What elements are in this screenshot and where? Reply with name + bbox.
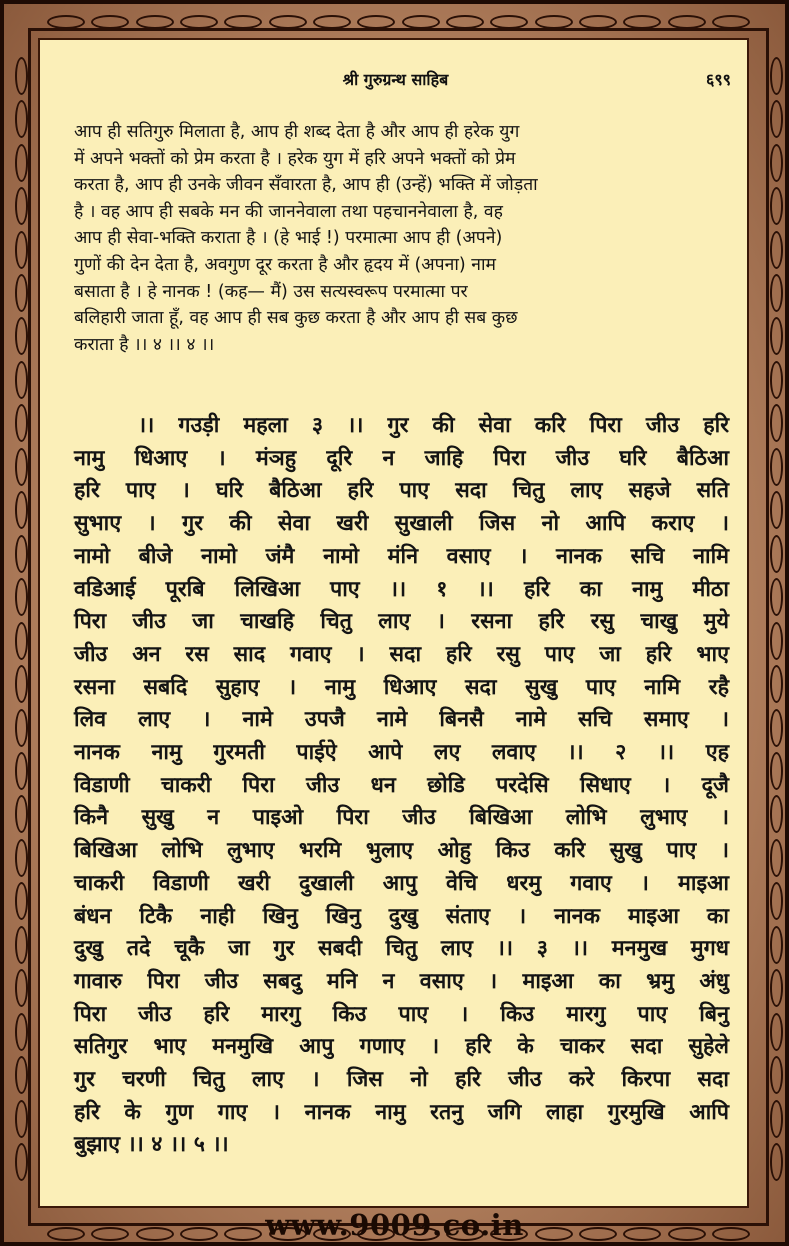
ornament-swirl [15,969,28,1007]
commentary-line: बसाता है । हे नानक ! (कह— मैं) उस सत्यस्वरूप परमात्मा पर [74,281,468,302]
ornament-swirl [770,57,783,95]
commentary-line: गुणों की देन देता है, अवगुण दूर करता है और हृदय में (अपना) नाम [74,254,496,275]
ornament-swirl [770,187,783,225]
scripture-line: वडिआई पूरबि लिखिआ पाए ।। १ ।। हरि का नामु मीठा [74,576,729,602]
ornament-swirl [668,15,706,29]
ornament-swirl [15,274,28,312]
scripture-line: किनै सुखु न पाइओ पिरा जीउ बिखिआ लोभि लुभाए । [74,805,729,831]
ornament-swirl [770,535,783,573]
right-ornament-border [767,54,785,1184]
ornament-swirl [712,15,750,29]
ornament-swirl [15,100,28,138]
commentary-line: आप ही सेवा-भक्ति कराता है । (हे भाई !) परमात्मा आप ही (अपने) [74,228,503,249]
ornament-swirl [770,882,783,920]
ornament-swirl [15,1056,28,1094]
scripture-line: विडाणी चाकरी पिरा जीउ धन छोडि परदेसि सिधाए । दूजै [74,772,729,798]
ornament-swirl [15,795,28,833]
ornament-swirl [15,361,28,399]
ornament-swirl [15,144,28,182]
ornament-swirl [770,1013,783,1051]
ornament-swirl [15,1013,28,1051]
scripture-line: ।। गउड़ी महला ३ ।। गुर की सेवा करि पिरा जीउ हरि [138,413,729,438]
scripture-line: चाकरी विडाणी खरी दुखाली आपु वेचि धरमु गवाए । माइआ [74,870,729,896]
scripture-line: जीउ अन रस साद गवाए । सदा हरि रसु पाए जा हरि भाए [74,641,729,667]
ornament-swirl [770,231,783,269]
page-title: श्री गुरुग्रन्थ साहिब [342,70,449,89]
scripture-line: नानक नामु गुरमती पाईऐ आपे लए लवाए ।। २ ।। एह [74,740,729,766]
ornament-swirl [770,144,783,182]
ornament-swirl [15,926,28,964]
ornament-swirl [136,15,174,29]
ornament-swirl [15,1100,28,1138]
ornament-swirl [579,15,617,29]
ornament-swirl [15,622,28,660]
ornament-swirl [446,15,484,29]
ornament-swirl [770,361,783,399]
ornament-swirl [770,100,783,138]
ornament-swirl [15,187,28,225]
ornament-swirl [15,578,28,616]
ornament-swirl [770,404,783,442]
scripture-line: दुखु तदे चूकै जा गुर सबदी चितु लाए ।। ३ ।। मनमुख मुगध [74,936,729,962]
page-header [40,68,751,92]
ornament-swirl [15,882,28,920]
commentary-line: है । वह आप ही सबके मन की जाननेवाला तथा पहचाननेवाला है, वह [74,201,503,222]
commentary-line: बलिहारी जाता हूँ, वह आप ही सब कुछ करता है और आप ही सब कुछ [74,308,518,329]
ornament-swirl [15,752,28,790]
scripture-line: बिखिआ लोभि लुभाए भरमि भुलाए ओहु किउ करि सुखु पाए । [74,838,729,864]
scripture-line: हरि पाए । घरि बैठिआ हरि पाए सदा चितु लाए सहजे सति [74,478,729,504]
commentary-line: कराता है ।। ४ ।। ४ ।। [74,334,215,355]
ornament-swirl [770,839,783,877]
ornament-swirl [224,15,262,29]
scripture-page [38,38,749,1208]
scripture-line: बंधन टिकै नाही खिनु खिनु दुखु संताए । नानक माइआ का [74,903,729,929]
ornament-swirl [770,448,783,486]
ornament-swirl [770,491,783,529]
ornament-swirl [91,15,129,29]
ornament-swirl [47,15,85,29]
scripture-line: नामो बीजे नामो जंमै नामो मंनि वसाए । नानक सचि नामि [74,543,729,569]
ornament-swirl [15,404,28,442]
ornament-swirl [770,274,783,312]
scripture-paragraph [74,410,729,1162]
scripture-line: हरि के गुण गाए । नानक नामु रतनु जगि लाहा गुरमुखि आपि [74,1099,729,1125]
ornament-swirl [180,15,218,29]
ornament-swirl [15,665,28,703]
ornament-swirl [357,15,395,29]
ornament-swirl [15,57,28,95]
ornament-swirl [770,709,783,747]
ornament-swirl [15,317,28,355]
ornament-swirl [15,491,28,529]
scripture-line: लिव लाए । नामे उपजै नामे बिनसै नामे सचि समाए । [74,707,729,733]
ornament-swirl [770,317,783,355]
ornament-swirl [402,15,440,29]
ornament-swirl [770,1143,783,1181]
scripture-line: बुझाए ।। ४ ।। ५ ।। [74,1132,229,1158]
commentary-line: आप ही सतिगुरु मिलाता है, आप ही शब्द देता है और आप ही हरेक युग [74,122,520,142]
ornament-swirl [770,752,783,790]
scripture-line: गुर चरणी चितु लाए । जिस नो हरि जीउ करे किरपा सदा [74,1067,729,1093]
ornament-swirl [770,969,783,1007]
scripture-line: पिरा जीउ हरि मारगु किउ पाए । किउ मारगु पाए बिनु [74,1001,729,1027]
left-ornament-border [12,54,30,1184]
ornament-swirl [269,15,307,29]
ornament-swirl [770,578,783,616]
ornament-swirl [770,665,783,703]
ornament-swirl [15,535,28,573]
ornament-swirl [15,231,28,269]
ornament-swirl [623,15,661,29]
top-ornament-border [44,12,753,32]
scripture-line: रसना सबदि सुहाए । नामु धिआए सदा सुखु पाए नामि रहै [74,674,729,700]
commentary-line: में अपने भक्तों को प्रेम करता है । हरेक युग में हरि अपने भक्तों को प्रेम [74,148,516,169]
ornament-swirl [15,1143,28,1181]
scripture-line: नामु धिआए । मंञहु दूरि न जाहि पिरा जीउ घरि बैठिआ [74,445,729,471]
ornament-swirl [535,15,573,29]
page-number: ६९९ [706,70,731,89]
scripture-line: गावारु पिरा जीउ सबदु मनि न वसाए । माइआ का भ्रमु अंधु [74,968,729,994]
ornament-swirl [770,1056,783,1094]
commentary-line: करता है, आप ही उनके जीवन सँवारता है, आप ही (उन्हें) भक्ति में जोड़ता [74,175,538,196]
ornament-swirl [770,622,783,660]
ornament-swirl [313,15,351,29]
ornament-swirl [15,448,28,486]
ornament-swirl [770,926,783,964]
commentary-paragraph [74,119,729,358]
ornament-swirl [770,1100,783,1138]
website-link[interactable]: www.9009.co.in [265,1208,524,1242]
scripture-line: सुभाए । गुर की सेवा खरी सुखाली जिस नो आपि कराए । [74,511,729,537]
ornament-swirl [770,795,783,833]
scripture-line: पिरा जीउ जा चाखहि चितु लाए । रसना हरि रसु चाखु मुये [74,609,729,635]
ornament-swirl [15,839,28,877]
scripture-line: सतिगुर भाए मनमुखि आपु गणाए । हरि के चाकर सदा सुहेले [74,1034,729,1060]
ornament-swirl [490,15,528,29]
ornament-swirl [15,709,28,747]
